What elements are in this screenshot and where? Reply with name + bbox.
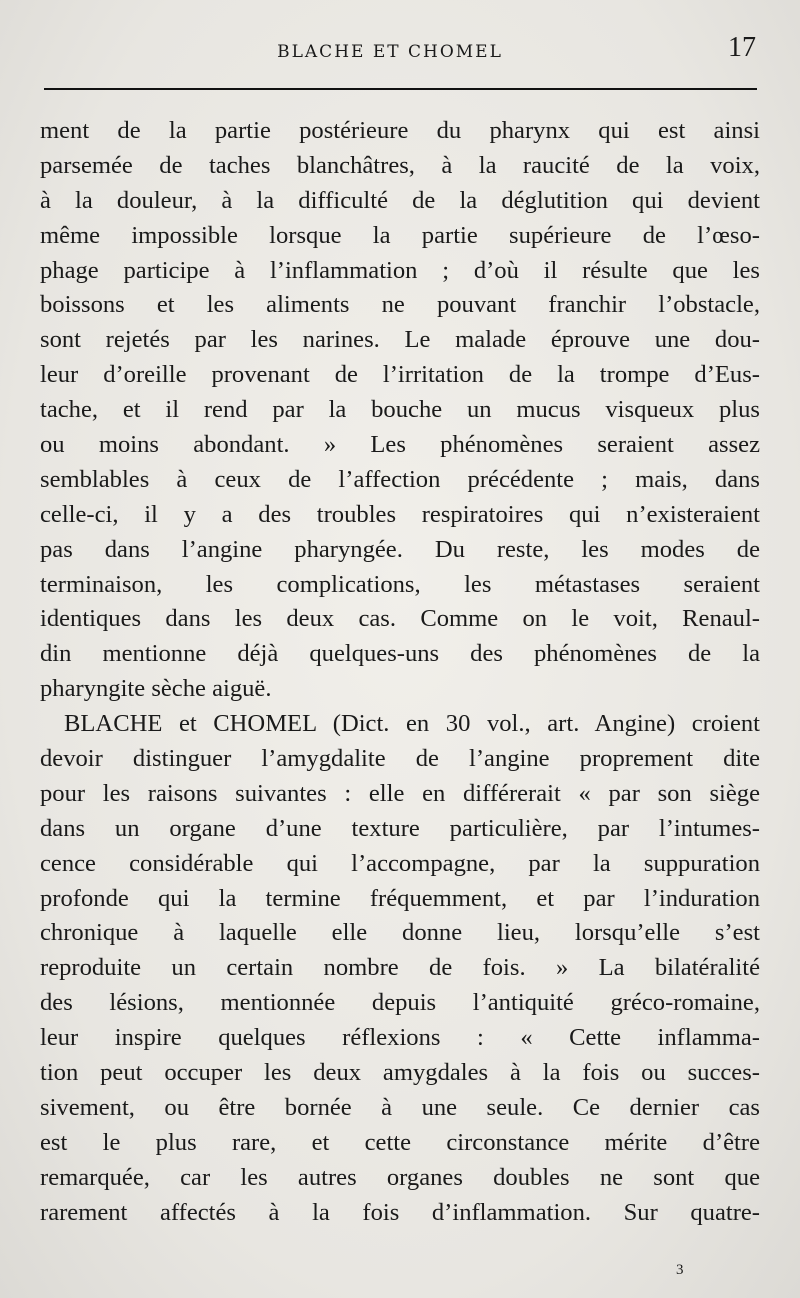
text-line: leur d’oreille provenant de l’irritation de la trompe d’Eus- bbox=[40, 361, 760, 389]
text-line: parsemée de taches blanchâtres, à la raucité de la voix, bbox=[40, 151, 760, 179]
text-line: des lésions, mentionnée depuis l’antiquité gréco-romaine, bbox=[40, 989, 760, 1017]
text-line: même impossible lorsque la partie supérieure de l’œso- bbox=[40, 221, 760, 249]
text-line: ment de la partie postérieure du pharynx qui est ainsi bbox=[40, 117, 760, 144]
page-number: 17 bbox=[728, 32, 756, 63]
text-line: remarquée, car les autres organes doubles ne sont que bbox=[40, 1163, 760, 1191]
text-line: dans un organe d’une texture particulière, par l’intumes- bbox=[40, 814, 760, 842]
text-line: semblables à ceux de l’affection précédente ; mais, dans bbox=[40, 465, 760, 493]
text-line: reproduite un certain nombre de fois. » La bilatéralité bbox=[40, 954, 760, 982]
text-line: cence considérable qui l’accompagne, par la suppuration bbox=[40, 849, 760, 877]
text-line: rarement affectés à la fois d’inflammation. Sur quatre- bbox=[40, 1198, 760, 1226]
text-line: est le plus rare, et cette circonstance mérite d’être bbox=[40, 1128, 760, 1156]
text-line: leur inspire quelques réflexions : « Cette inflamma- bbox=[40, 1024, 760, 1052]
text-line: pour les raisons suivantes : elle en différerait « par son siège bbox=[40, 779, 760, 807]
page-header bbox=[40, 30, 760, 74]
text-line: identiques dans les deux cas. Comme on le voit, Renaul- bbox=[40, 605, 760, 633]
text-line: boissons et les aliments ne pouvant franchir l’obstacle, bbox=[40, 291, 760, 319]
text-line: pharyngite sèche aiguë. bbox=[40, 675, 272, 703]
text-line: ou moins abondant. » Les phénomènes seraient assez bbox=[40, 431, 760, 459]
text-line: phage participe à l’inflammation ; d’où il résulte que les bbox=[40, 256, 760, 284]
text-line: à la douleur, à la difficulté de la déglutition qui devient bbox=[40, 186, 760, 214]
text-line: terminaison, les complications, les métastases seraient bbox=[40, 570, 760, 598]
text-line: tion peut occuper les deux amygdales à la fois ou succes- bbox=[40, 1059, 760, 1087]
text-line: profonde qui la termine fréquemment, et par l’induration bbox=[40, 884, 760, 912]
text-line: celle-ci, il y a des troubles respiratoires qui n’existeraient bbox=[40, 500, 760, 528]
text-line: chronique à laquelle elle donne lieu, lorsqu’elle s’est bbox=[40, 919, 760, 947]
text-line: pas dans l’angine pharyngée. Du reste, les modes de bbox=[40, 535, 760, 563]
header-rule bbox=[44, 88, 757, 90]
text-line: sont rejetés par les narines. Le malade éprouve une dou- bbox=[40, 326, 760, 354]
text-line: din mentionne déjà quelques-uns des phénomènes de la bbox=[40, 640, 760, 668]
text-line: tache, et il rend par la bouche un mucus visqueux plus bbox=[40, 396, 760, 424]
text-line: devoir distinguer l’amygdalite de l’angine proprement dite bbox=[40, 745, 760, 773]
running-title: BLACHE ET CHOMEL bbox=[277, 42, 503, 62]
text-line: sivement, ou être bornée à une seule. Ce dernier cas bbox=[40, 1093, 760, 1121]
text-line: BLACHE et CHOMEL (Dict. en 30 vol., art. Angine) croient bbox=[64, 710, 760, 738]
body-text bbox=[40, 114, 760, 1231]
signature-mark: 3 bbox=[676, 1262, 684, 1278]
